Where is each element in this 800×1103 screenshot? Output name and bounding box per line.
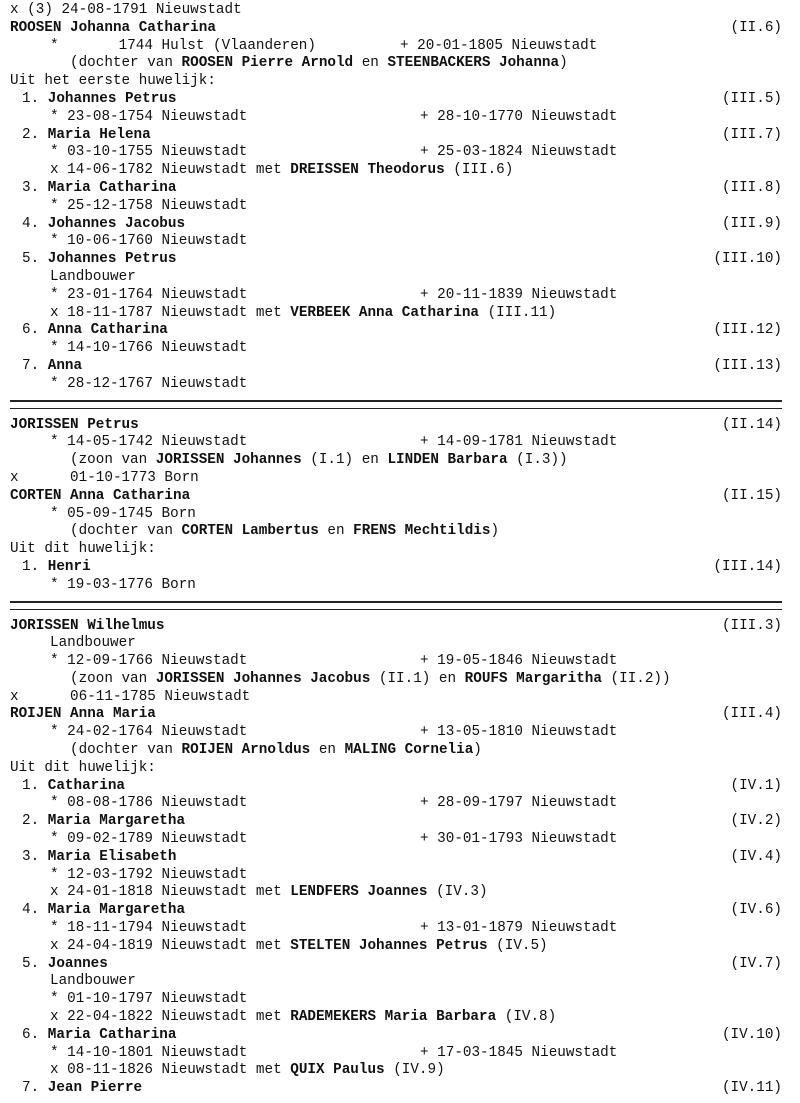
child-entry: 7. Jean Pierre (IV.11) <box>22 1080 782 1097</box>
birth-death-line: * 1744 Hulst (Vlaanderen) + 20-01-1805 Nieuwstadt <box>50 37 598 54</box>
marriage-line: x 01-10-1773 Born <box>10 469 199 486</box>
children-heading: Uit het eerste huwelijk: <box>10 73 216 90</box>
child-entry: 6. Anna Catharina (III.12) * 14-10-1766 Nieuwstadt <box>22 322 782 357</box>
wife-header: CORTEN Anna Catharina (II.15) <box>10 487 782 504</box>
child-name: Joannes <box>47 955 108 972</box>
family-section-jorissen-wilhelmus: JORISSEN Wilhelmus (III.3) Landbouwer * 12-09-1766 Nieuwstadt + 19-05-1846 Nieuwstadt (zoon van JORISSEN Johannes Jacobus (II.1) en ROUFS Margaritha (II.2)) x 06-11-1785 Nieuwstadt ROIJEN Anna Maria (III.4) * 24-02-1764 Nieuwstadt + 13-05-1810 Nieuwstadt (dochter van ROIJEN Arnoldus en MALING Cornelia) Uit dit huwelijk: 1. Catharina (IV.1) * 08-08-1786 Nieuwstadt + 28-09-1797 Nieuwstadt 2. Maria Margaretha (IV.2) * 09-02-1789 Nieuwstadt + 30-01-1793 Nieuwstadt 3. Maria Elisabeth (IV.4) * 12-03-1792 Nieuwstadt x 24-01-1818 Nieuwstadt met LENDFERS Joannes (IV.3) 4. Maria Margaretha (IV.6) * 18-11-1794 Nieuwstadt + 13-01-1879 Nieuwstadt x 24-04-1819 Nieuwstadt met STELTEN Johannes Petrus (IV.5) 5. Joannes (IV.7) Landbouwer * 01-10-1797 Nieuwstadt x 22-04-1822 Nieuwstadt met RADEMEKERS Maria Barbara (IV.8) 6. Maria Catharina (IV.10) * 14-10-1801 Nieuwstadt + 17-03-1845 Nieuwstadt x 08-11-1826 Nieuwstadt met QUIX Paulus (IV.9) 7. Jean Pierre (IV.11) <box>10 617 782 1097</box>
child-name: Anna <box>47 357 83 374</box>
child-name: Johannes Petrus <box>47 90 177 107</box>
section-divider <box>10 400 782 409</box>
child-entry: 7. Anna (III.13) * 28-12-1767 Nieuwstadt <box>22 357 782 392</box>
child-entry: 4. Maria Margaretha (IV.6) * 18-11-1794 Nieuwstadt + 13-01-1879 Nieuwstadt x 24-04-1819 Nieuwstadt met STELTEN Johannes Petrus (IV.5) <box>22 902 782 954</box>
child-entry: 2. Maria Helena (III.7) * 03-10-1755 Nieuwstadt + 25-03-1824 Nieuwstadt x 14-06-1782 Nieuwstadt met DREISSEN Theodorus (III.6) <box>22 126 782 179</box>
child-name: Jean Pierre <box>47 1080 143 1097</box>
section-divider <box>10 601 782 610</box>
child-name: Maria Elisabeth <box>47 848 177 865</box>
marriage-line: x 06-11-1785 Nieuwstadt <box>10 688 251 705</box>
child-name: Anna Catharina <box>47 322 168 339</box>
child-entry: 3. Maria Elisabeth (IV.4) * 12-03-1792 Nieuwstadt x 24-01-1818 Nieuwstadt met LENDFERS Joannes (IV.3) <box>22 848 782 901</box>
child-name: Johannes Petrus <box>47 251 177 268</box>
genealogy-page <box>10 2 782 1098</box>
child-name: Henri <box>47 558 91 575</box>
child-entry: 4. Johannes Jacobus (III.9) * 10-06-1760 Nieuwstadt <box>22 215 782 250</box>
child-name: Johannes Jacobus <box>47 215 186 232</box>
family-section-roosen <box>10 2 782 394</box>
child-entry: 2. Maria Margaretha (IV.2) * 09-02-1789 Nieuwstadt + 30-01-1793 Nieuwstadt <box>22 813 782 848</box>
child-name: Catharina <box>47 777 125 794</box>
child-name: Maria Catharina <box>47 179 177 196</box>
person-ref: (II.6) <box>730 19 782 36</box>
child-entry: 5. Johannes Petrus (III.10) Landbouwer * 23-01-1764 Nieuwstadt + 20-11-1839 Nieuwstadt x 18-11-1787 Nieuwstadt met VERBEEK Anna Catharina (III.11) <box>22 251 782 321</box>
child-name: Maria Margaretha <box>47 813 186 830</box>
child-entry: 1. Johannes Petrus (III.5) * 23-08-1754 Nieuwstadt + 28-10-1770 Nieuwstadt <box>22 90 782 125</box>
child-entry: 1. Catharina (IV.1) * 08-08-1786 Nieuwstadt + 28-09-1797 Nieuwstadt <box>22 777 782 812</box>
person-header <box>10 20 782 38</box>
family-section-jorissen-petrus: JORISSEN Petrus (II.14) * 14-05-1742 Nieuwstadt + 14-09-1781 Nieuwstadt (zoon van JORISSEN Johannes (I.1) en LINDEN Barbara (I.3)) x 01-10-1773 Born CORTEN Anna Catharina (II.15) * 05-09-1745 Born (dochter van CORTEN Lambertus en FRENS Mechtildis) Uit dit huwelijk: 1. Henri (III.14) * 19-03-1776 Born <box>10 416 782 593</box>
child-entry: 6. Maria Catharina (IV.10) * 14-10-1801 Nieuwstadt + 17-03-1845 Nieuwstadt x 08-11-1826 Nieuwstadt met QUIX Paulus (IV.9) <box>22 1026 782 1079</box>
person-name: ROOSEN Johanna Catharina <box>10 19 216 36</box>
parents-line: (dochter van ROOSEN Pierre Arnold en STEENBACKERS Johanna) <box>70 55 568 72</box>
parents-line: (zoon van JORISSEN Johannes Jacobus (II.1) en ROUFS Margaritha (II.2)) <box>70 670 671 687</box>
parents-line: (zoon van JORISSEN Johannes (I.1) en LINDEN Barbara (I.3)) <box>70 452 568 469</box>
child-name: Maria Catharina <box>47 1026 177 1043</box>
parents-line: (dochter van CORTEN Lambertus en FRENS Mechtildis) <box>70 523 500 540</box>
children-heading: Uit dit huwelijk: <box>10 759 156 776</box>
wife-header: ROIJEN Anna Maria (III.4) <box>10 706 782 723</box>
child-entry: 5. Joannes (IV.7) Landbouwer * 01-10-1797 Nieuwstadt x 22-04-1822 Nieuwstadt met RADEMEKERS Maria Barbara (IV.8) <box>22 955 782 1026</box>
child-name: Maria Helena <box>47 126 151 143</box>
husband-header: JORISSEN Petrus (II.14) <box>10 416 782 433</box>
child-entry: 3. Maria Catharina (III.8) * 25-12-1758 Nieuwstadt <box>22 179 782 214</box>
child-entry: 1. Henri (III.14) * 19-03-1776 Born <box>22 558 782 593</box>
children-heading: Uit dit huwelijk: <box>10 541 156 558</box>
marriage-line: x (3) 24-08-1791 Nieuwstadt <box>10 2 242 18</box>
child-name: Maria Margaretha <box>47 902 186 919</box>
husband-header: JORISSEN Wilhelmus (III.3) <box>10 617 782 634</box>
parents-line: (dochter van ROIJEN Arnoldus en MALING Cornelia) <box>70 742 482 759</box>
